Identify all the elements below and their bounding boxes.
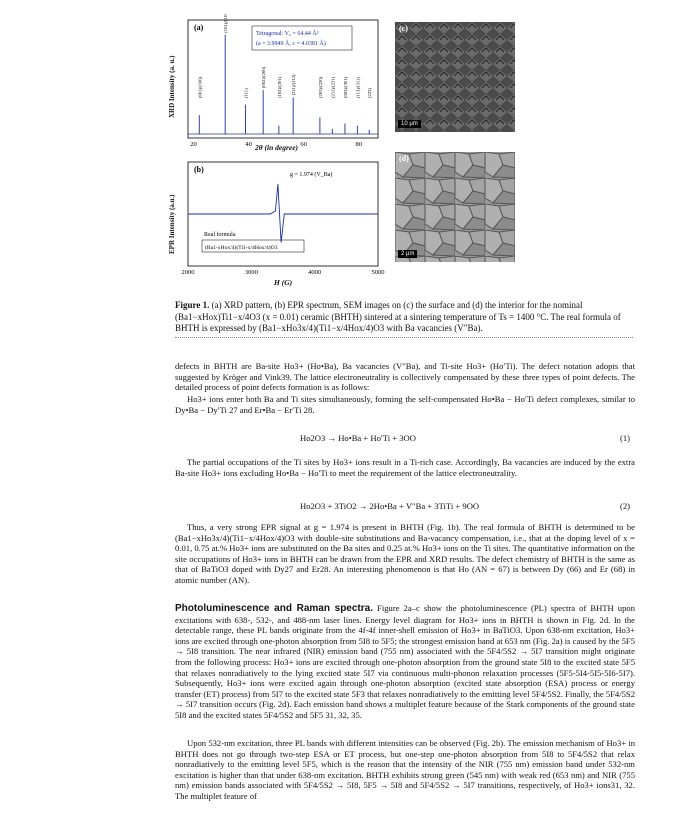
- paragraph-ho-ions: Ho3+ ions enter both Ba and Ti sites simultaneously, forming the self-compensated Ho•Ba − Ho′Ti defect complexes, similar to Dy•Ba − Dy′Ti 27 and Er•Ba − Er′Ti 28.: [175, 394, 635, 415]
- xrd-peak-label: (211)/(112): [291, 74, 297, 96]
- epr-xtick-label: 5000: [371, 269, 385, 276]
- xrd-peak-label: (101)/(110): [223, 14, 229, 33]
- xrd-ylabel: XRD Intensity (a. u.): [168, 55, 176, 118]
- paragraph-epr-signal: Thus, a very strong EPR signal at g = 1.974 is present in BHTH (Fig. 1b). The real formula of BHTH is determined to be (Ba1−xHo3x/4)(Ti1−x/4Hox/4)O3 with double-site substitutions and Ba-vacancy compensation, i.e., that at the doping level of x = 0.01, 0.75 at.% Ho3+ ions are substituted on the Ba sites and 0.25 at.% Ho3+ ions on the Ti sites. The quantitative information on the site occupations of Ho3+ ions in BHTH can be drawn from the EPR and XRD results. The defect chemistry of BHTH is the same as that of BaTiO3 doped with Dy27 and Er28. An interesting phenomenon is that Ho (AN = 67) is between Dy (66) and Er (68) in atomic number (AN).: [175, 522, 635, 585]
- paragraph-532nm: Upon 532-nm excitation, three PL bands with different intensities can be observed (Fig. 2b). The emission mechanism of Ho3+ in BHTH does not go through two-step ESA or ET process, but one-step one-photon absorption from 5I8 to 5F4/5S2 that relax nonradiatively to the emitting level 5F5, which is the reason that the intensity of the NIR (755 nm) emission band under 532-nm excitation is higher than that under 638-nm excitation. BHTH exhibits strong green (545 nm) with weak red (653 nm) and NIR (755 nm) emission bands associated with 5F4/5S2 → 5I8, 5F5 → 5I8 and 5F4/5S2 → 5I7 transitions, respectively, of Ho3+ ions31, 32. The multiplet feature of: [175, 738, 635, 801]
- sem-c-label: (c): [399, 24, 408, 33]
- epr-xtick-label: 2000: [181, 269, 195, 276]
- xrd-peak-label: (111): [243, 88, 249, 98]
- epr-xlabel: H (G): [274, 278, 293, 287]
- equation-1-number: (1): [619, 433, 630, 443]
- paragraph-defects: defects in BHTH are Ba-site Ho3+ (Ho•Ba), Ba vacancies (V″Ba), and Ti-site Ho3+ (Ho′Ti). The defect notation adopts that suggested by Kröger and Vink39. The lattice electroneutrality is collectively compensated by these three types of point defects. The detailed process of point defects formation is as follows:: [175, 361, 635, 393]
- xrd-peak-label: (002)/(200): [261, 66, 267, 89]
- xrd-peak-label: (212)/(221): [330, 76, 336, 98]
- sem-image-d: [395, 152, 515, 262]
- caption-text: (a) XRD pattern, (b) EPR spectrum, SEM images on (c) the surface and (d) the interior for the nominal (Ba1−xHox)Ti1−x/4O3 (x = 0.01) ceramic (BHTH) sintered at a sintering temperature of Ts = 1400 °C. The real formula of BHTH is expressed by (Ba1−xHo3x/4)(Ti1−x/4Hox/4)O3 with Ba vacancies (V″Ba).: [175, 300, 621, 333]
- epr-ylabel: EPR Intensity (a.u.): [168, 194, 176, 254]
- xrd-xtick-label: 20: [190, 141, 197, 148]
- xrd-peak-label: (202)/(220): [317, 76, 323, 98]
- xrd-chart: [170, 14, 385, 154]
- sem-c-scalebar: 10 μm: [398, 120, 421, 128]
- epr-xtick-label: 4000: [308, 269, 322, 276]
- epr-annotation: g = 1.974 (V_Ba): [290, 172, 333, 178]
- xrd-peak-label: (001)/(100): [197, 76, 203, 98]
- caption-divider: [175, 337, 633, 338]
- sem-d-scalebar: 2 μm: [398, 250, 417, 258]
- epr-panel-label: (b): [194, 165, 204, 174]
- xrd-peak-label: (222): [367, 88, 373, 98]
- paragraph-photoluminescence: [175, 603, 635, 721]
- paragraph-pl-text: Figure 2a–c show the photoluminescence (PL) spectra of BHTH upon excitations with 638-, 532-, and 488-nm laser lines. Energy level diagram for Ho3+ ions in BHTH is shown in Fig. 2d. In the detectable range, these PL bands originate from the 4f-4f inner-shell emission of Ho3+ in BaTiO3. Upon 638-nm excitation, Ho3+ ions are excited through one-photon absorption from 5I8 to 5F5; the strongest emission band at 653 nm (Fig. 2a) is caused by the 5F5 → 5I8 transition. The near infrared (NIR) emission band (755 nm) associated with the 5F4/5S2 → 5I7 transition might originate from the following process: Ho3+ ions are excited through one-photon absorption from the ground state 5I8 to the excited state 5F5 that relaxes nonradiatively to the lying excited state 5I7 via continuous multi-phonon relaxation processes (5F5-5I4-5I5-5I6-5I7). Subsequently, Ho3+ ions were excited again through one-photon absorption (excited state absorption (ESA) process or energy transfer (ET) process) from 5I7 to the excited state 5F3 that relaxes nonradiatively to the emitting level 5F4/5S2. Finally, the 5F4/5S2 → 5I7 transition occurs (Fig. 2d). Each emission band shows a multiplet feature because of the Stark components of the ground state 5I8 and the excited states 5F4/5S2 and 5F5 31, 32, 35.: [175, 603, 635, 720]
- xrd-peak-label: (003)/(301): [342, 76, 348, 98]
- xrd-legend-line1: Tetragonal: V₀ = 64.44 Å³: [256, 31, 319, 37]
- sem-d-label: (d): [399, 154, 409, 163]
- epr-chart: [170, 158, 385, 290]
- epr-xtick-label: 3000: [244, 269, 258, 276]
- equation-2-text: Ho2O3 + 3TiO2 → 2Ho•Ba + V″Ba + 3TiTi + 9OO: [300, 501, 480, 511]
- equation-1: [300, 433, 630, 443]
- epr-formula: (Ba1-xHox/4)(Ti1-x/4Hox/4)O3: [205, 245, 278, 251]
- sem-interior-texture: [395, 152, 515, 262]
- xrd-legend-line2: (a = 3.9949 Å, c = 4.0381 Å): [256, 41, 326, 47]
- equation-1-text: Ho2O3 → Ho•Ba + Ho′Ti + 3OO: [300, 433, 416, 443]
- paragraph-ti-sites: The partial occupations of the Ti sites by Ho3+ ions result in a Ti-rich case. Accordingly, Ba vacancies are induced by the extra Ba-site Ho3+ ions excluding Ho•Ba − Ho′Ti to meet the requirement of the lattice electroneutrality.: [175, 457, 635, 478]
- equation-2-number: (2): [619, 501, 630, 511]
- section-heading: Photoluminescence and Raman spectra.: [175, 603, 373, 614]
- equation-2: [300, 501, 630, 511]
- figure-panel-a: [170, 14, 385, 154]
- epr-real-formula-label: Real formula: [204, 232, 236, 238]
- xrd-xtick-label: 60: [300, 141, 307, 148]
- xrd-peak-label: (113)/(311): [355, 77, 361, 98]
- figure-caption: [175, 300, 633, 335]
- sem-surface-texture: [395, 22, 515, 132]
- xrd-xtick-label: 40: [245, 141, 252, 148]
- caption-lead: Figure 1.: [175, 300, 210, 310]
- xrd-xtick-label: 80: [355, 141, 362, 148]
- sem-image-c: [395, 22, 515, 132]
- xrd-panel-label: (a): [194, 23, 204, 32]
- figure-panel-b: [170, 158, 385, 290]
- xrd-xlabel: 2θ (in degree): [255, 143, 299, 152]
- xrd-peak-label: (102)/(201): [276, 76, 282, 98]
